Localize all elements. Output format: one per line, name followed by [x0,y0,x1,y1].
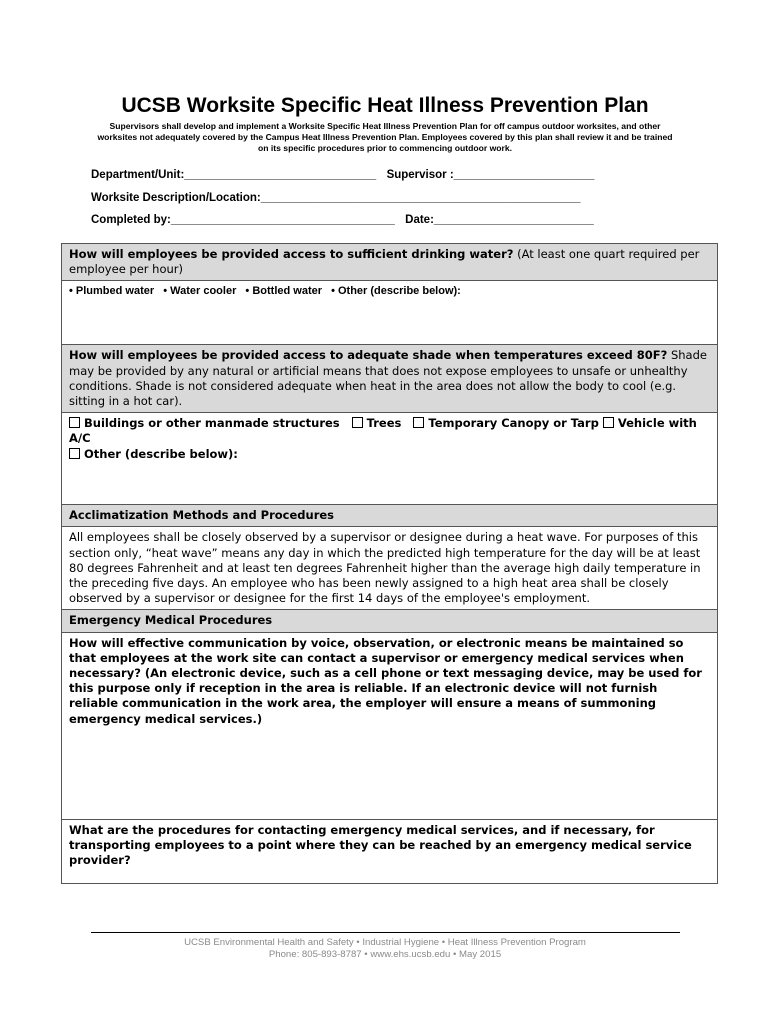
footer-line-2: Phone: 805-893-8787 • www.ehs.ucsb.edu • May 2015 [268,949,502,960]
shade-option-buildings[interactable]: Buildings or other manmade structures [69,416,340,430]
date-label: Date: [405,214,434,226]
communication-question: How will effective communication by voice, observation, or electronic means be maintained so that employees at the work site can contact a supervisor or emergency medical services when necessary? (An electronic device, such as a cell phone or text messaging device, may be used for this purpose only if reception in the area is reliable. If an electronic device will not furnish reliable communication in the work area, the employer will ensure a means of summoning emergency medical services.) [69,635,702,726]
checkbox-icon[interactable] [603,417,614,428]
shade-question: How will employees be provided access to adequate shade when temperatures exceed 80F? Shade may be provided by any natural or artificial means that does not expose employees to unsafe or unhealthy conditions. Shade is not considered adequate when heat in the area does not allow the body to cool (e.g. sitting in a hot car). [62,345,718,413]
supervisor-label: Supervisor : [386,169,454,181]
checkbox-icon[interactable] [69,448,80,459]
intro-text: Supervisors shall develop and implement a Worksite Specific Heat Illness Prevention Plan for off campus outdoor worksites, and other worksites not adequately covered by the Campus Heat Illness Prevention Plan. Employees covered by this plan shall review it and be trained on its specific procedures prior to commencing outdoor work. [97,121,673,153]
acclimatization-heading: Acclimatization Methods and Procedures [62,505,718,527]
shade-options-cell[interactable] [62,413,718,505]
date-input[interactable]: _________________________ [433,214,594,226]
shade-option-trees[interactable]: Trees [352,416,402,430]
shade-option-canopy[interactable]: Temporary Canopy or Tarp [413,416,598,430]
department-label: Department/Unit: [91,169,185,181]
worksite-input[interactable]: __________________________________________________ [260,192,581,204]
acclimatization-body: All employees shall be closely observed by a supervisor or designee during a heat wave. For purposes of this section only, “heat wave” means any day in which the predicted high temperature for the day will be at least 80 degrees Fahrenheit and at least ten degrees Fahrenheit higher than the average high daily temperature in the preceding five days. An employee who has been newly assigned to a high heat area shall be closely observed by a supervisor or designee for the first 14 days of the employee's employment. [62,527,718,610]
page-title: UCSB Worksite Specific Heat Illness Prevention Plan [121,94,649,117]
communication-question-cell[interactable] [62,632,718,819]
shade-option-vehicle[interactable]: Vehicle with A/C [69,416,697,446]
completed-date-line [91,214,594,226]
water-question: How will employees be provided access to sufficient drinking water? (At least one quart required per employee per hour) [62,244,718,281]
plan-form-table [61,243,718,884]
footer-line-1: UCSB Environmental Health and Safety • Industrial Hygiene • Heat Illness Prevention Program [184,937,586,948]
water-option-plumbed[interactable]: • Plumbed water [69,285,155,298]
worksite-line [91,192,581,204]
worksite-label: Worksite Description/Location: [91,192,261,204]
completed-by-input[interactable]: ___________________________________ [170,214,395,226]
completed-by-label: Completed by: [91,214,171,226]
water-option-other[interactable]: • Other (describe below): [331,285,461,298]
department-supervisor-line [91,169,594,181]
transport-question-cell[interactable] [62,819,718,883]
checkbox-icon[interactable] [413,417,424,428]
footer-divider [91,932,680,933]
water-option-cooler[interactable]: • Water cooler [163,285,237,298]
water-options-cell[interactable] [62,281,718,345]
department-input[interactable]: ______________________________ [184,169,377,181]
checkbox-icon[interactable] [352,417,363,428]
water-option-bottled[interactable]: • Bottled water [245,285,323,298]
transport-question: What are the procedures for contacting emergency medical services, and if necessary, for transporting employees to a point where they can be reached by an emergency medical service provider? [69,822,692,868]
supervisor-input[interactable]: ______________________ [453,169,595,181]
checkbox-icon[interactable] [69,417,80,428]
shade-option-other[interactable]: Other (describe below): [69,447,238,461]
emergency-heading: Emergency Medical Procedures [62,610,718,632]
